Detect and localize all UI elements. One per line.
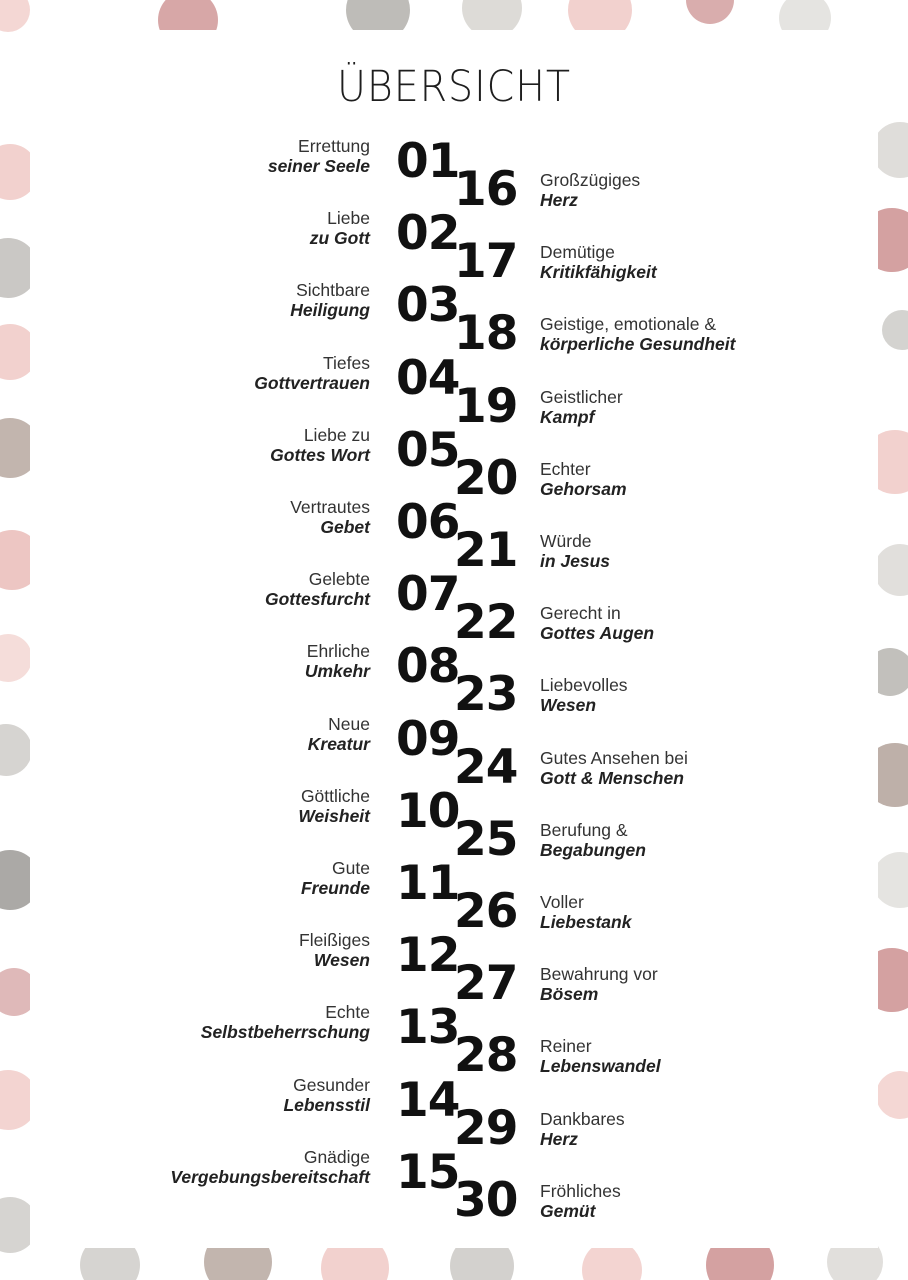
entry-sublabel: Gottes Wort — [270, 444, 370, 465]
entry-number-20: 20 — [454, 450, 518, 506]
entry-sublabel: Gottesfurcht — [265, 589, 370, 610]
entry-label: Fröhliches — [540, 1180, 621, 1201]
right-entry-23 — [540, 675, 840, 735]
entry-sublabel: Selbstbeherrschung — [200, 1022, 370, 1043]
entry-number-17: 17 — [454, 234, 518, 290]
entry-label: Dankbares — [540, 1108, 625, 1129]
entry-number-09: 09 — [396, 711, 460, 767]
entry-number-25: 25 — [454, 811, 518, 867]
left-entry-09 — [120, 714, 370, 774]
left-entry-11 — [120, 858, 370, 918]
entry-sublabel: Herz — [540, 190, 578, 210]
entry-number-01: 01 — [396, 134, 460, 189]
entry-sublabel: Freunde — [300, 878, 370, 898]
entry-sublabel: zu Gott — [309, 228, 370, 249]
entry-label: Bewahrung vor — [540, 964, 658, 985]
entry-label: Würde — [540, 531, 592, 551]
right-entry-26 — [540, 892, 840, 952]
entry-number-24: 24 — [454, 739, 518, 795]
entry-sublabel: Vergebungsbereitschaft — [170, 1166, 370, 1187]
entry-label: Echter — [540, 458, 591, 479]
entry-sublabel: seiner Seele — [267, 156, 370, 176]
entry-number-15: 15 — [396, 1144, 460, 1200]
entry-sublabel: körperliche Gesundheit — [540, 334, 736, 355]
entry-label: Gerecht in — [540, 603, 621, 624]
entry-number-05: 05 — [396, 422, 460, 478]
entry-number-16: 16 — [454, 162, 518, 217]
entry-sublabel: Heiligung — [290, 300, 370, 321]
entry-sublabel: Kritikfähigkeit — [540, 262, 657, 283]
entry-sublabel: Lebenswandel — [540, 1056, 661, 1077]
left-entry-02 — [120, 208, 370, 268]
entry-number-19: 19 — [454, 378, 518, 434]
left-entry-15 — [120, 1147, 370, 1207]
entry-number-28: 28 — [454, 1028, 518, 1084]
entry-label: Liebe — [327, 208, 370, 229]
entry-label: Liebe zu — [303, 424, 370, 445]
entry-sublabel: Kampf — [540, 406, 595, 427]
entry-number-13: 13 — [396, 1000, 460, 1056]
entry-sublabel: Liebestank — [540, 912, 632, 932]
right-entry-17 — [540, 242, 840, 302]
entry-label: Reiner — [540, 1036, 592, 1057]
entry-label: Gesunder — [293, 1074, 370, 1095]
left-entry-13 — [120, 1002, 370, 1062]
entry-label: Gnädige — [303, 1146, 370, 1167]
left-entry-06 — [120, 497, 370, 557]
entry-sublabel: Gottvertrauen — [254, 372, 370, 393]
entry-sublabel: Bösem — [540, 984, 599, 1005]
entry-label: Vertrautes — [290, 497, 370, 517]
entry-sublabel: Herz — [540, 1128, 578, 1149]
left-entry-03 — [120, 280, 370, 340]
left-entry-08 — [120, 641, 370, 701]
entry-label: Tiefes — [322, 352, 370, 373]
entry-number-21: 21 — [454, 523, 518, 578]
entry-number-29: 29 — [454, 1100, 518, 1156]
entry-label: Fleißiges — [299, 930, 370, 951]
entry-label: Ehrliche — [306, 641, 370, 662]
right-entry-28 — [540, 1036, 840, 1096]
entry-label: Voller — [540, 892, 584, 912]
entry-number-27: 27 — [454, 956, 518, 1012]
entry-label: Demütige — [540, 242, 615, 263]
entry-sublabel: Begabungen — [540, 839, 646, 860]
right-entry-29 — [540, 1109, 840, 1169]
entry-number-12: 12 — [396, 928, 460, 984]
entry-sublabel: Lebensstil — [283, 1094, 370, 1115]
entry-label: Gutes Ansehen bei — [540, 747, 688, 768]
entry-number-14: 14 — [396, 1072, 460, 1128]
entry-number-23: 23 — [454, 667, 518, 723]
entry-sublabel: Gemüt — [540, 1200, 596, 1221]
entry-number-11: 11 — [396, 856, 460, 911]
left-entry-12 — [120, 930, 370, 990]
entry-sublabel: Gehorsam — [540, 478, 627, 499]
entry-label: Liebevolles — [540, 675, 628, 696]
entry-label: Geistlicher — [540, 386, 623, 407]
right-entry-19 — [540, 387, 840, 447]
right-entry-27 — [540, 964, 840, 1024]
left-entry-10 — [120, 786, 370, 846]
entry-number-08: 08 — [396, 639, 460, 695]
left-entry-01 — [120, 136, 370, 196]
entry-sublabel: Gott & Menschen — [540, 767, 684, 788]
right-entry-24 — [540, 748, 840, 808]
entry-sublabel: Gottes Augen — [540, 623, 655, 644]
entry-number-18: 18 — [454, 306, 518, 362]
page-title: ÜBERSICHT — [337, 62, 571, 112]
entry-label: Sichtbare — [296, 280, 370, 301]
entry-label: Neue — [328, 713, 370, 734]
entry-number-26: 26 — [454, 884, 518, 939]
entry-label: Geistige, emotionale & — [540, 314, 717, 335]
right-entry-30 — [540, 1181, 840, 1241]
entry-number-10: 10 — [396, 783, 460, 839]
right-entry-18 — [540, 314, 840, 374]
entry-label: Errettung — [298, 136, 370, 156]
entry-number-03: 03 — [396, 278, 460, 334]
entry-number-07: 07 — [396, 567, 460, 623]
entry-number-04: 04 — [396, 350, 460, 406]
right-entry-21 — [540, 531, 840, 591]
right-entry-22 — [540, 603, 840, 663]
entry-sublabel: in Jesus — [540, 551, 611, 571]
entry-label: Göttliche — [300, 785, 370, 806]
entry-label: Berufung & — [540, 819, 628, 840]
entry-number-22: 22 — [454, 595, 518, 651]
entry-label: Gute — [332, 858, 370, 878]
left-entry-07 — [120, 569, 370, 629]
entry-sublabel: Weisheit — [298, 805, 370, 826]
left-entry-14 — [120, 1075, 370, 1135]
right-entry-20 — [540, 459, 840, 519]
entry-sublabel: Wesen — [540, 695, 597, 716]
left-entry-05 — [120, 425, 370, 485]
entry-label: Echte — [325, 1002, 370, 1023]
entry-number-06: 06 — [396, 495, 460, 550]
left-entry-04 — [120, 353, 370, 413]
entry-sublabel: Umkehr — [304, 661, 370, 682]
right-entry-16 — [540, 170, 840, 230]
entry-label: Gelebte — [308, 569, 370, 590]
right-entry-25 — [540, 820, 840, 880]
entry-sublabel: Wesen — [313, 950, 370, 971]
entry-number-30: 30 — [454, 1172, 518, 1228]
entry-number-02: 02 — [396, 206, 460, 262]
entry-label: Großzügiges — [540, 170, 641, 190]
entry-sublabel: Gebet — [320, 517, 370, 537]
entry-sublabel: Kreatur — [307, 733, 370, 754]
